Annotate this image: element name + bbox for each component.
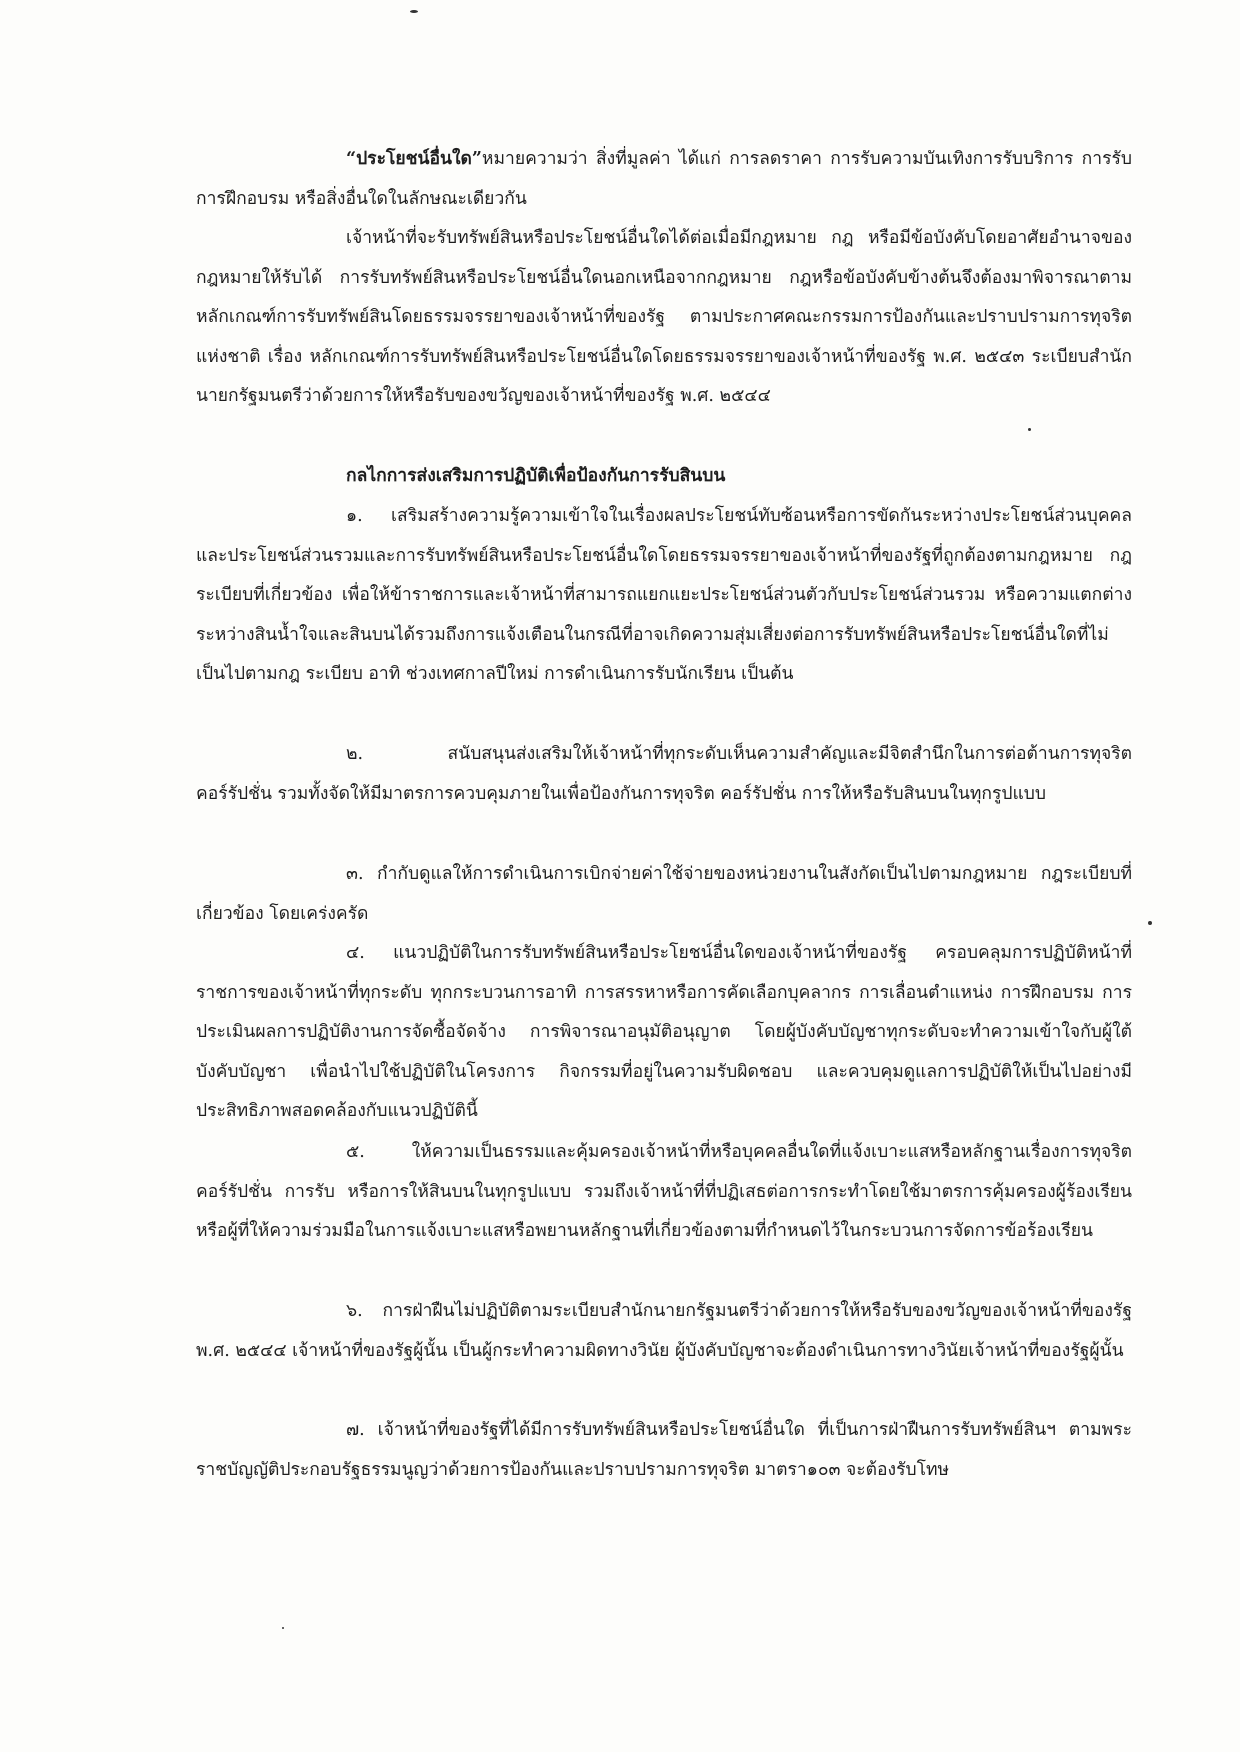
definition-term: “ประโยชน์อื่นใด” bbox=[346, 149, 482, 169]
measure-1: ๑. เสริมสร้างความรู้ความเข้าใจในเรื่องผลประโยชน์ทับซ้อนหรือการขัดกันระหว่างประโยชน์ส่วนบุคคลและประโยชน์ส่วนรวมและการรับทรัพย์สินหรือประโยชน์อื่นใดโดยธรรมจรรยาของเจ้าหน้าที่ของรัฐที่ถูกต้องตามกฎหมาย กฎระเบียบที่เกี่ยวข้อง เพื่อให้ข้าราชการและเจ้าหน้าที่สามารถแยกแยะประโยชน์ส่วนตัวกับประโยชน์ส่วนรวม หรือความแตกต่างระหว่างสินน้ำใจและสินบนได้รวมถึงการแจ้งเตือนในกรณีที่อาจเกิดความสุ่มเสี่ยงต่อการรับทรัพย์สินหรือประโยชน์อื่นใดที่ไม่เป็นไปตามกฎ ระเบียบ อาทิ ช่วงเทศกาลปีใหม่ การดำเนินการรับนักเรียน เป็นต้น bbox=[196, 506, 1132, 685]
document-body-10 bbox=[196, 1411, 1132, 1490]
document-body-9 bbox=[196, 1292, 1132, 1371]
scan-speck bbox=[1028, 428, 1031, 431]
scan-speck bbox=[1148, 921, 1152, 925]
document-body-5 bbox=[196, 735, 1132, 814]
document-body-8 bbox=[196, 1133, 1132, 1252]
document-body bbox=[196, 140, 1132, 219]
section-heading: กลไกการส่งเสริมการปฏิบัติเพื่อป้องกันการรับสินบน bbox=[346, 466, 726, 486]
measure-7: ๗. เจ้าหน้าที่ของรัฐที่ได้มีการรับทรัพย์สินหรือประโยชน์อื่นใด ที่เป็นการฝ่าฝืนการรับทรัพย์สินฯ ตามพระราชบัญญัติประกอบรัฐธรรมนูญว่าด้วยการป้องกันและปราบปรามการทุจริต มาตรา๑๐๓ จะต้องรับโทษ bbox=[196, 1420, 1132, 1480]
measure-5: ๕. ให้ความเป็นธรรมและคุ้มครองเจ้าหน้าที่หรือบุคคลอื่นใดที่แจ้งเบาะแสหรือหลักฐานเรื่องการทุจริตคอร์รัปชั่น การรับ หรือการให้สินบนในทุกรูปแบบ รวมถึงเจ้าหน้าที่ที่ปฏิเสธต่อการกระทำโดยใช้มาตรการคุ้มครองผู้ร้องเรียน หรือผู้ที่ให้ความร่วมมือในการแจ้งเบาะแสหรือพยานหลักฐานที่เกี่ยวข้องตามที่กำหนดไว้ในกระบวนการจัดการข้อร้องเรียน bbox=[196, 1142, 1132, 1242]
document-body-3 bbox=[196, 457, 1132, 497]
definition-text: หมายความว่า สิ่งที่มูลค่า ได้แก่ การลดราคา การรับความบันเทิงการรับบริการ การรับการฝึกอบรม หรือสิ่งอื่นใดในลักษณะเดียวกัน bbox=[196, 149, 1132, 209]
document-body-4 bbox=[196, 497, 1132, 695]
measure-2: ๒. สนับสนุนส่งเสริมให้เจ้าหน้าที่ทุกระดับเห็นความสำคัญและมีจิตสำนึกในการต่อต้านการทุจริต คอร์รัปชั่น รวมทั้งจัดให้มีมาตรการควบคุมภายในเพื่อป้องกันการทุจริต คอร์รัปชั่น การให้หรือรับสินบนในทุกรูปแบบ bbox=[196, 744, 1132, 804]
measure-6: ๖. การฝ่าฝืนไม่ปฏิบัติตามระเบียบสำนักนายกรัฐมนตรีว่าด้วยการให้หรือรับของขวัญของเจ้าหน้าที่ของรัฐ พ.ศ. ๒๕๔๔ เจ้าหน้าที่ของรัฐผู้นั้น เป็นผู้กระทำความผิดทางวินัย ผู้บังคับบัญชาจะต้องดำเนินการทางวินัยเจ้าหน้าที่ของรัฐผู้นั้น bbox=[196, 1301, 1132, 1361]
measure-3: ๓. กำกับดูแลให้การดำเนินการเบิกจ่ายค่าใช้จ่ายของหน่วยงานในสังกัดเป็นไปตามกฎหมาย กฎระเบียบที่เกี่ยวข้อง โดยเคร่งครัด bbox=[196, 864, 1132, 924]
law-paragraph: เจ้าหน้าที่จะรับทรัพย์สินหรือประโยชน์อื่นใดได้ต่อเมื่อมีกฎหมาย กฎ หรือมีข้อบังคับโดยอาศัยอำนาจของกฎหมายให้รับได้ การรับทรัพย์สินหรือประโยชน์อื่นใดนอกเหนือจากกฎหมาย กฎหรือข้อบังคับข้างต้นจึงต้องมาพิจารณาตามหลักเกณฑ์การรับทรัพย์สินโดยธรรมจรรยาของเจ้าหน้าที่ของรัฐ ตามประกาศคณะกรรมการป้องกันและปราบปรามการทุจริตแห่งชาติ เรื่อง หลักเกณฑ์การรับทรัพย์สินหรือประโยชน์อื่นใดโดยธรรมจรรยาของเจ้าหน้าที่ของรัฐ พ.ศ. ๒๕๔๓ ระเบียบสำนักนายกรัฐมนตรีว่าด้วยการให้หรือรับของขวัญของเจ้าหน้าที่ของรัฐ พ.ศ. ๒๕๔๔ bbox=[196, 228, 1132, 407]
measure-4: ๔. แนวปฏิบัติในการรับทรัพย์สินหรือประโยชน์อื่นใดของเจ้าหน้าที่ของรัฐ ครอบคลุมการปฏิบัติหน้าที่ราชการของเจ้าหน้าที่ทุกระดับ ทุกกระบวนการอาทิ การสรรหาหรือการคัดเลือกบุคลากร การเลื่อนตำแหน่ง การฝึกอบรม การประเมินผลการปฏิบัติงานการจัดซื้อจัดจ้าง การพิจารณาอนุมัติอนุญาต โดยผู้บังคับบัญชาทุกระดับจะทำความเข้าใจกับผู้ใต้บังคับบัญชา เพื่อนำไปใช้ปฏิบัติในโครงการ กิจกรรมที่อยู่ในความรับผิดชอบ และควบคุมดูแลการปฏิบัติให้เป็นไปอย่างมีประสิทธิภาพสอดคล้องกับแนวปฏิบัตินี้ bbox=[196, 943, 1132, 1122]
document-body-7 bbox=[196, 934, 1132, 1132]
document-body-2 bbox=[196, 219, 1132, 417]
scan-speck bbox=[282, 1627, 284, 1629]
definition-paragraph bbox=[196, 140, 1132, 219]
document-body-6 bbox=[196, 855, 1132, 934]
scan-speck bbox=[410, 10, 418, 13]
